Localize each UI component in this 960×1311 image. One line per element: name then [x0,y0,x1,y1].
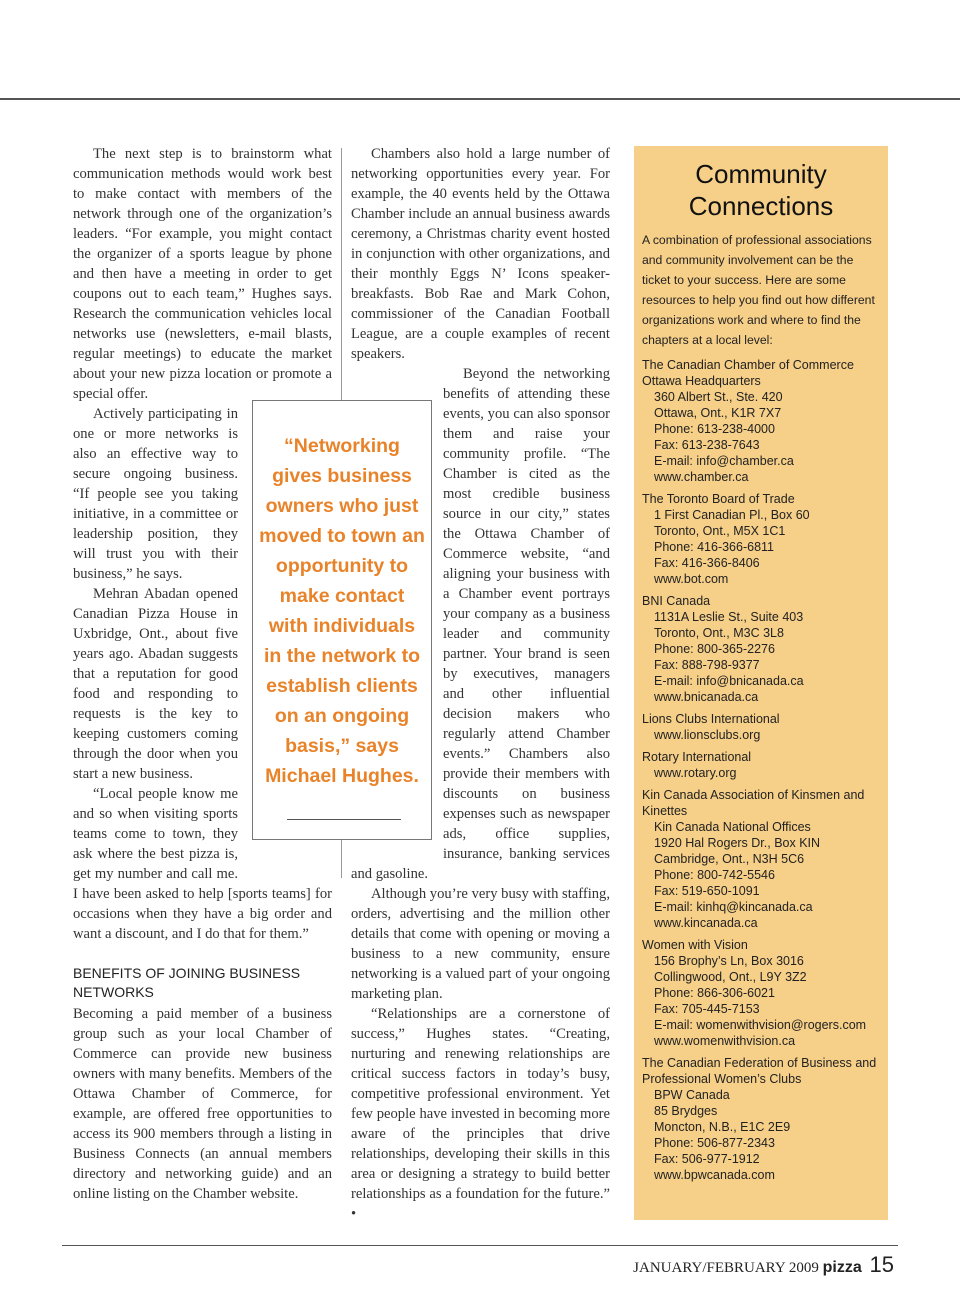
organization-detail: 156 Brophy’s Ln, Box 3016 [654,954,804,968]
article-paragraph: Becoming a paid member of a business group such as your local Chamber of Commerce can provide new business owners with many benefits. Members of the Ottawa Chamber of Commerce, for example, are offered free opportunities to access its 900 members through a listing in Business Connects (an annual members directory and networking guide) and an online listing on the Chamber website. [73,1006,332,1202]
page-number: 15 [869,1252,894,1277]
organization-detail: Fax: 613-238-7643 [654,438,760,452]
article-paragraph: Actively participating in one or more networks is also an effective way to secure ongoing business. “If people see you taking initiative, in a committee or leadership position, they will trust you with their business,” he says. [73,406,238,582]
pull-quote-rule [287,819,401,820]
organization-name: Lions Clubs International [642,712,780,726]
organization-entry [642,711,880,743]
organization-detail[interactable]: www.kincanada.ca [654,916,758,930]
article-paragraph: The next step is to brainstorm what communication methods would work best to make contact with members of the network through one of the organization’s leaders. “For example, you might contact the organizer of a sports league by phone and then have a meeting in order to get coupons out to each team,” Hughes says. Research the communication vehicles local networks use (newsletters, e-mail blasts, regular meetings) to educate the market about your new pizza location or promote a special offer. [73,146,332,402]
organization-detail: Fax: 888-798-9377 [654,658,760,672]
organization-entry [642,1055,880,1183]
organization-detail[interactable]: E-mail: info@chamber.ca [654,454,794,468]
pull-quote-text: “Networking gives business owners who just moved to town an opportunity to make contact with individuals in the network to establish clients on an ongoing basis,” says Michael Hughes. [259,435,425,787]
organization-name: The Canadian Federation of Business and Professional Women’s Clubs [642,1056,877,1086]
organization-detail: Phone: 506-877-2343 [654,1136,775,1150]
section-subhead: BENEFITS OF JOINING BUSINESS NETWORKS [73,965,301,1000]
organization-detail: Fax: 705-445-7153 [654,1002,760,1016]
organization-entry [642,593,880,705]
organization-detail: Toronto, Ont., M3C 3L8 [654,626,784,640]
organization-detail[interactable]: www.bot.com [654,572,729,586]
pull-quote [252,400,432,840]
organization-detail: 1920 Hal Rogers Dr., Box KIN [654,836,821,850]
organization-entry [642,357,880,485]
magazine-name: pizza [822,1259,862,1276]
organization-detail: Cambridge, Ont., N3H 5C6 [654,852,805,866]
top-rule [0,98,960,100]
organization-name: The Toronto Board of Trade [642,492,795,506]
article-paragraph: Although you’re very busy with staffing, orders, advertising and the million other details that come with opening or moving a business to a new community, ensure networking is a valued part of your ongoing marketing plan. [351,886,610,1002]
organization-detail[interactable]: E-mail: kinhq@kincanada.ca [654,900,813,914]
organization-detail[interactable]: www.bnicanada.ca [654,690,759,704]
organization-detail: 1131A Leslie St., Suite 403 [654,610,804,624]
organization-detail: Ottawa, Ont., K1R 7X7 [654,406,782,420]
organization-detail: Phone: 866-306-6021 [654,986,775,1000]
organization-detail[interactable]: E-mail: womenwithvision@rogers.com [654,1018,867,1032]
organization-detail[interactable]: www.bpwcanada.com [654,1168,775,1182]
organization-detail: Fax: 416-366-8406 [654,556,760,570]
article-paragraph: “Local people know me and so when visiting sports teams come to town, they ask where the best pizza is, get my number and call me. I have been asked to help [sports teams] for occasions when they have a big order and want a discount, and I do that for them.” [73,786,332,942]
organization-detail[interactable]: www.chamber.ca [654,470,749,484]
organization-detail[interactable]: www.rotary.org [654,766,737,780]
page-footer [633,1252,894,1278]
organization-name: BNI Canada [642,594,711,608]
organization-name: Rotary International [642,750,752,764]
organization-detail: Phone: 800-742-5546 [654,868,775,882]
sidebar-title: Community Connections [688,159,834,221]
organization-name: Kin Canada Association of Kinsmen and Kinettes [642,788,865,818]
organization-detail: Moncton, N.B., E1C 2E9 [654,1120,791,1134]
organization-detail[interactable]: www.womenwithvision.ca [654,1034,796,1048]
organization-detail: 360 Albert St., Ste. 420 [654,390,783,404]
organization-entry [642,937,880,1049]
article-paragraph: Beyond the networking benefits of attending these events, you can also sponsor them and raise your community profile. “The Chamber is cited as the most credible business source in our city,” states the Ottawa Chamber of Commerce website, “and aligning your business with a Chamber event portrays your company as a business leader and community partner. Your brand is seen by executives, managers and other influential decision makers who regularly attend Chamber events.” Chambers also provide their members with discounts on business expenses such as newspaper ads, office supplies, insurance, banking services and gasoline. [351,366,610,882]
organization-detail: Toronto, Ont., M5X 1C1 [654,524,786,538]
organization-name: The Canadian Chamber of Commerce [642,358,854,372]
organization-detail: Phone: 613-238-4000 [654,422,775,436]
sidebar-intro: A combination of professional associations and community involvement can be the ticket to your success. Here are some resources to help you find out how different organizations work and where to find the chapters at a local level: [642,233,875,347]
organization-detail: Kin Canada National Offices [654,820,811,834]
issue-date: JANUARY/FEBRUARY 2009 [633,1260,819,1276]
organization-detail: 1 First Canadian Pl., Box 60 [654,508,810,522]
organization-detail[interactable]: E-mail: info@bnicanada.ca [654,674,804,688]
article-paragraph: Mehran Abadan opened Canadian Pizza House in Uxbridge, Ont., about five years ago. Abadan suggests that a reputation for good food and responding to requests is the key to keeping customers coming through the door when you start a new business. [73,586,238,782]
organization-detail: Fax: 519-650-1091 [654,884,760,898]
bottom-rule [62,1245,898,1246]
organization-detail: Phone: 416-366-6811 [654,540,775,554]
organization-detail: Fax: 506-977-1912 [654,1152,760,1166]
organization-detail: Phone: 800-365-2276 [654,642,775,656]
organization-name: Women with Vision [642,938,748,952]
organization-detail: Ottawa Headquarters [642,374,761,388]
organization-detail: BPW Canada [654,1088,730,1102]
article-paragraph: Chambers also hold a large number of networking opportunities every year. For example, the 40 events held by the Ottawa Chamber include an annual business awards ceremony, a Christmas charity event hosted in conjunction with other organizations, and their monthly Eggs N’ Icons speaker-breakfasts. Bob Rae and Mark Cohon, commissioner of the Canadian Football League, are a couple examples of recent speakers. [351,146,610,362]
organization-entry [642,491,880,587]
organization-list [642,357,880,1183]
community-connections-sidebar [634,146,888,1220]
article-paragraph: “Relationships are a cornerstone of success,” Hughes states. “Creating, nurturing and renewing relationships are critical success factors in today’s busy, competitive professional environment. Yet few people have invested in becoming more aware of the principles that drive relationships, developing their skills in this area or designing a strategy to build better relationships as a foundation for the future.” • [351,1006,610,1222]
organization-detail[interactable]: www.lionsclubs.org [654,728,761,742]
organization-detail: 85 Brydges [654,1104,718,1118]
organization-detail: Collingwood, Ont., L9Y 3Z2 [654,970,807,984]
organization-entry [642,749,880,781]
organization-entry [642,787,880,931]
